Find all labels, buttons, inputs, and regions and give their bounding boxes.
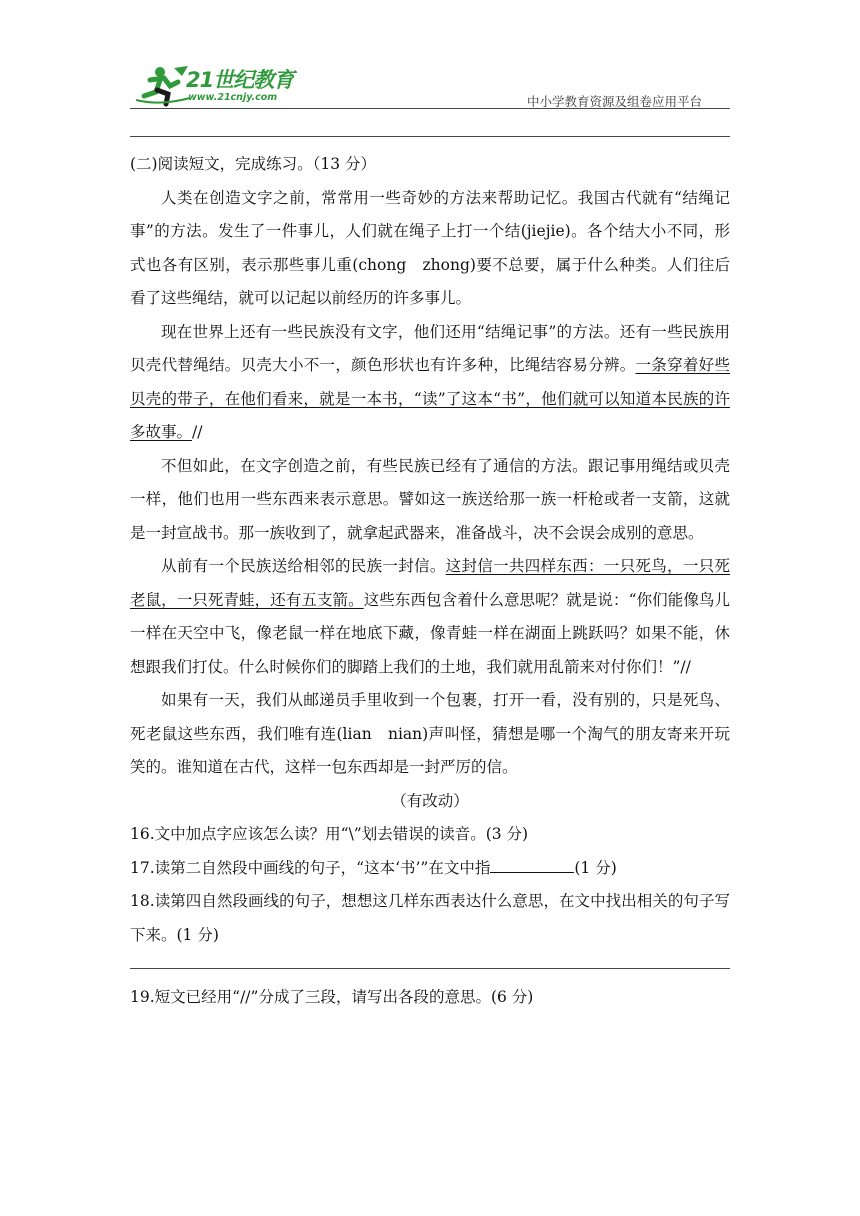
answer-blank-17[interactable] bbox=[490, 856, 574, 873]
paragraph-2-divider: // bbox=[192, 423, 203, 441]
passage-paragraph-4 bbox=[130, 550, 730, 684]
underlined-sentence-4: 这封信一共四样东西：一只死鸟，一只死老鼠，一只死青蛙，还有五支箭。 bbox=[130, 557, 730, 609]
answer-line-18[interactable] bbox=[130, 968, 730, 969]
passage-paragraph-3: 不但如此，在文字创造之前，有些民族已经有了通信的方法。跟记事用绳结或贝壳一样，他们也用一些东西来表示意思。譬如这一族送给那一族一杆枪或者一支箭，这就是一封宣战书。那一族收到了，就拿起武器来，准备战斗，决不会误会成别的意思。 bbox=[130, 456, 730, 542]
passage-paragraph-5: 如果有一天，我们从邮递员手里收到一个包裹，打开一看，没有别的，只是死鸟、死老鼠这些东西，我们唯有连(lian nian)声叫怪，猜想是哪一个淘气的朋友寄来开玩笑的。谁知道在古代，这样一包东西却是一封严厉的信。 bbox=[130, 691, 730, 776]
header-divider-2 bbox=[130, 136, 730, 137]
header-divider bbox=[130, 108, 730, 109]
passage-paragraph-2 bbox=[130, 316, 730, 450]
logo-url: www.21cnjy.com bbox=[188, 92, 278, 103]
question-17-text: 17.读第二自然段中画线的句子，“这本‘书’”在文中指 bbox=[130, 858, 491, 877]
question-19: 19.短文已经用“//”分成了三段，请写出各段的意思。(6 分) bbox=[130, 988, 534, 1006]
question-16: 16.文中加点字应该怎么读？用“\”划去错误的读音。(3 分) bbox=[130, 825, 529, 843]
question-17 bbox=[130, 852, 730, 886]
logo-title: 21世纪教育 bbox=[186, 68, 294, 92]
platform-name: 中小学教育资源及组卷应用平台 bbox=[526, 94, 702, 109]
paragraph-4-text-b: 这些东西包含着什么意思呢？就是说：“你们能像鸟儿一样在天空中飞，像老鼠一样在地底下藏，像青蛙一样在湖面上跳跃吗？如果不能，休想跟我们打仗。什么时候你们的脚踏上我们的土地，我们就用乱箭来对付你们！”// bbox=[130, 590, 730, 676]
document-body bbox=[130, 148, 730, 1015]
paragraph-4-text-a: 从前有一个民族送给相邻的民族一封信。 bbox=[161, 557, 446, 575]
brand-logo bbox=[130, 62, 310, 108]
source-note: （有改动） bbox=[391, 791, 469, 810]
question-18: 18.读第四自然段画线的句子，想想这几样东西表达什么意思，在文中找出相关的句子写下来。(1 分) bbox=[130, 892, 730, 944]
passage-paragraph-1: 人类在创造文字之前，常常用一些奇妙的方法来帮助记忆。我国古代就有“结绳记事”的方法。发生了一件事儿，人们就在绳子上打一个结(jiejie)。各个结大小不同，形式也各有区别，表示那些事儿重(chong zhong)要不总要，属于什么种类。人们往后看了这些绳结，就可以记起以前经历的许多事儿。 bbox=[130, 188, 730, 307]
paragraph-2-text: 现在世界上还有一些民族没有文字，他们还用“结绳记事”的方法。还有一些民族用贝壳代替绳结。贝壳大小不一，颜色形状也有许多种，比绳结容易分辨。 bbox=[130, 322, 730, 374]
page-header bbox=[130, 62, 730, 110]
underlined-sentence-2: 一条穿着好些贝壳的带子，在他们看来，就是一本书，“读”了这本“书”，他们就可以知道本民族的许多故事。 bbox=[130, 356, 730, 441]
question-17-score: (1 分) bbox=[574, 858, 617, 877]
section-title: (二)阅读短文，完成练习。（13 分） bbox=[130, 155, 376, 173]
